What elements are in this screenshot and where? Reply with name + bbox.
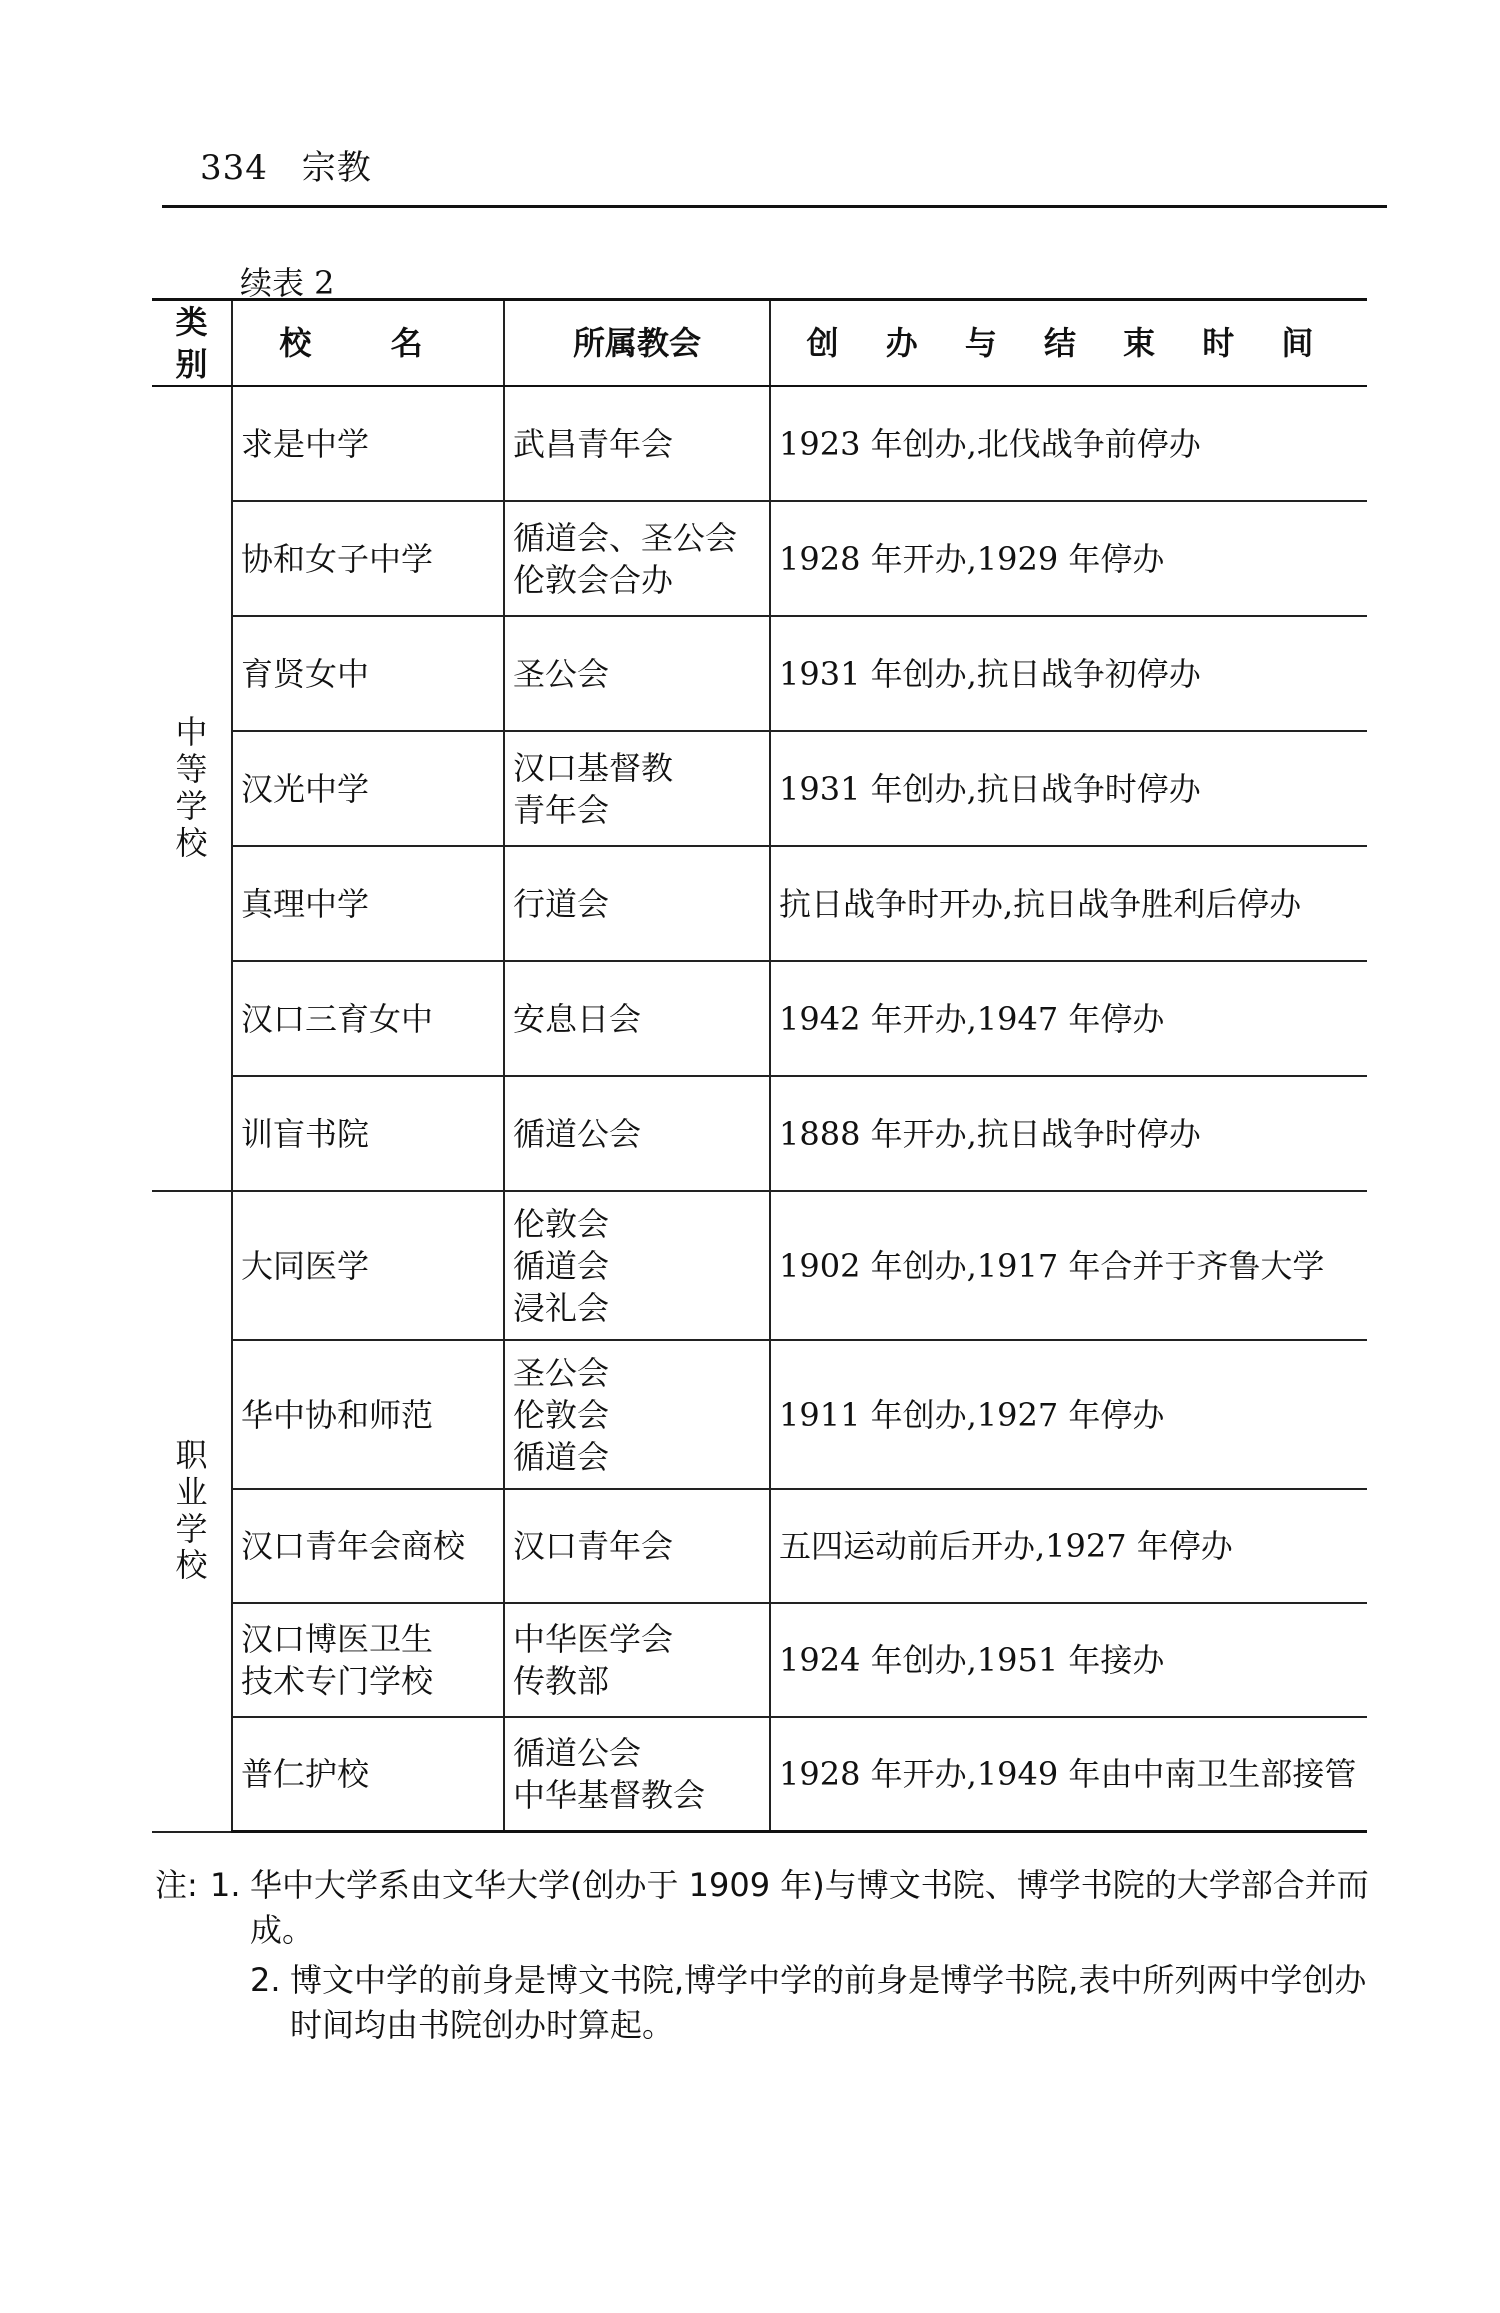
category-cell (152, 386, 232, 1191)
school-name: 汉光中学 (232, 731, 504, 846)
table-row (152, 501, 1367, 616)
section-title: 宗教 (301, 148, 372, 188)
table-header-row (152, 300, 1367, 387)
table-row (152, 1603, 1367, 1717)
col-header-time: 创 办 与 结 束 时 间 (770, 300, 1367, 387)
table-row (152, 386, 1367, 501)
school-table (152, 298, 1367, 1833)
header-rule (162, 205, 1387, 208)
table-row (152, 1340, 1367, 1489)
church-name: 汉口青年会 (504, 1489, 770, 1603)
table-row (152, 1717, 1367, 1832)
church-name: 圣公会 伦敦会 循道会 (504, 1340, 770, 1489)
table-row (152, 846, 1367, 961)
table-row (152, 1191, 1367, 1340)
church-name: 循道公会 中华基督教会 (504, 1717, 770, 1832)
table-row (152, 1489, 1367, 1603)
school-name: 真理中学 (232, 846, 504, 961)
time-range: 1911 年创办,1927 年停办 (770, 1340, 1367, 1489)
page-number: 334 (200, 148, 268, 188)
time-range: 1931 年创办,抗日战争时停办 (770, 731, 1367, 846)
table-row (152, 961, 1367, 1076)
category-label: 职业学校 (175, 1435, 208, 1585)
table-row (152, 731, 1367, 846)
footnote (155, 1863, 1385, 1954)
church-name: 伦敦会 循道会 浸礼会 (504, 1191, 770, 1340)
church-name: 循道会、圣公会 伦敦会合办 (504, 501, 770, 616)
category-cell (152, 1191, 232, 1832)
time-range: 1923 年创办,北伐战争前停办 (770, 386, 1367, 501)
time-range: 五四运动前后开办,1927 年停办 (770, 1489, 1367, 1603)
school-name: 汉口青年会商校 (232, 1489, 504, 1603)
school-name: 大同医学 (232, 1191, 504, 1340)
footnote-text: 华中大学系由文华大学(创办于 1909 年)与博文书院、博学书院的大学部合并而成。 (250, 1866, 1369, 1950)
footnotes (155, 1863, 1385, 2053)
church-name: 循道公会 (504, 1076, 770, 1191)
time-range: 抗日战争时开办,抗日战争胜利后停办 (770, 846, 1367, 961)
category-label: 中等学校 (175, 713, 208, 862)
footnote-number: 2. (250, 1960, 281, 1999)
footnote-text: 博文中学的前身是博文书院,博学中学的前身是博学书院,表中所列两中学创办时间均由书院创办时算起。 (290, 1960, 1367, 2045)
school-name: 汉口博医卫生 技术专门学校 (232, 1603, 504, 1717)
school-name: 求是中学 (232, 386, 504, 501)
church-name: 中华医学会 传教部 (504, 1603, 770, 1717)
col-header-church: 所属教会 (504, 300, 770, 387)
footnote-label: 注: (155, 1866, 198, 1904)
time-range: 1928 年开办,1949 年由中南卫生部接管 (770, 1717, 1367, 1832)
footnote (155, 1958, 1385, 2049)
church-name: 圣公会 (504, 616, 770, 731)
page-header (200, 140, 372, 189)
school-name: 育贤女中 (232, 616, 504, 731)
footnote-number: 1. (210, 1866, 241, 1904)
col-header-category: 类别 (152, 300, 232, 387)
church-name: 行道会 (504, 846, 770, 961)
school-name: 汉口三育女中 (232, 961, 504, 1076)
time-range: 1888 年开办,抗日战争时停办 (770, 1076, 1367, 1191)
time-range: 1931 年创办,抗日战争初停办 (770, 616, 1367, 731)
table-caption: 续表 2 (240, 264, 335, 302)
table-row (152, 1076, 1367, 1191)
church-name: 安息日会 (504, 961, 770, 1076)
church-name: 武昌青年会 (504, 386, 770, 501)
church-name: 汉口基督教 青年会 (504, 731, 770, 846)
school-name: 训盲书院 (232, 1076, 504, 1191)
school-name: 协和女子中学 (232, 501, 504, 616)
school-name: 普仁护校 (232, 1717, 504, 1832)
col-header-school: 校 名 (232, 300, 504, 387)
table-row (152, 616, 1367, 731)
time-range: 1928 年开办,1929 年停办 (770, 501, 1367, 616)
time-range: 1942 年开办,1947 年停办 (770, 961, 1367, 1076)
time-range: 1902 年创办,1917 年合并于齐鲁大学 (770, 1191, 1367, 1340)
time-range: 1924 年创办,1951 年接办 (770, 1603, 1367, 1717)
school-name: 华中协和师范 (232, 1340, 504, 1489)
